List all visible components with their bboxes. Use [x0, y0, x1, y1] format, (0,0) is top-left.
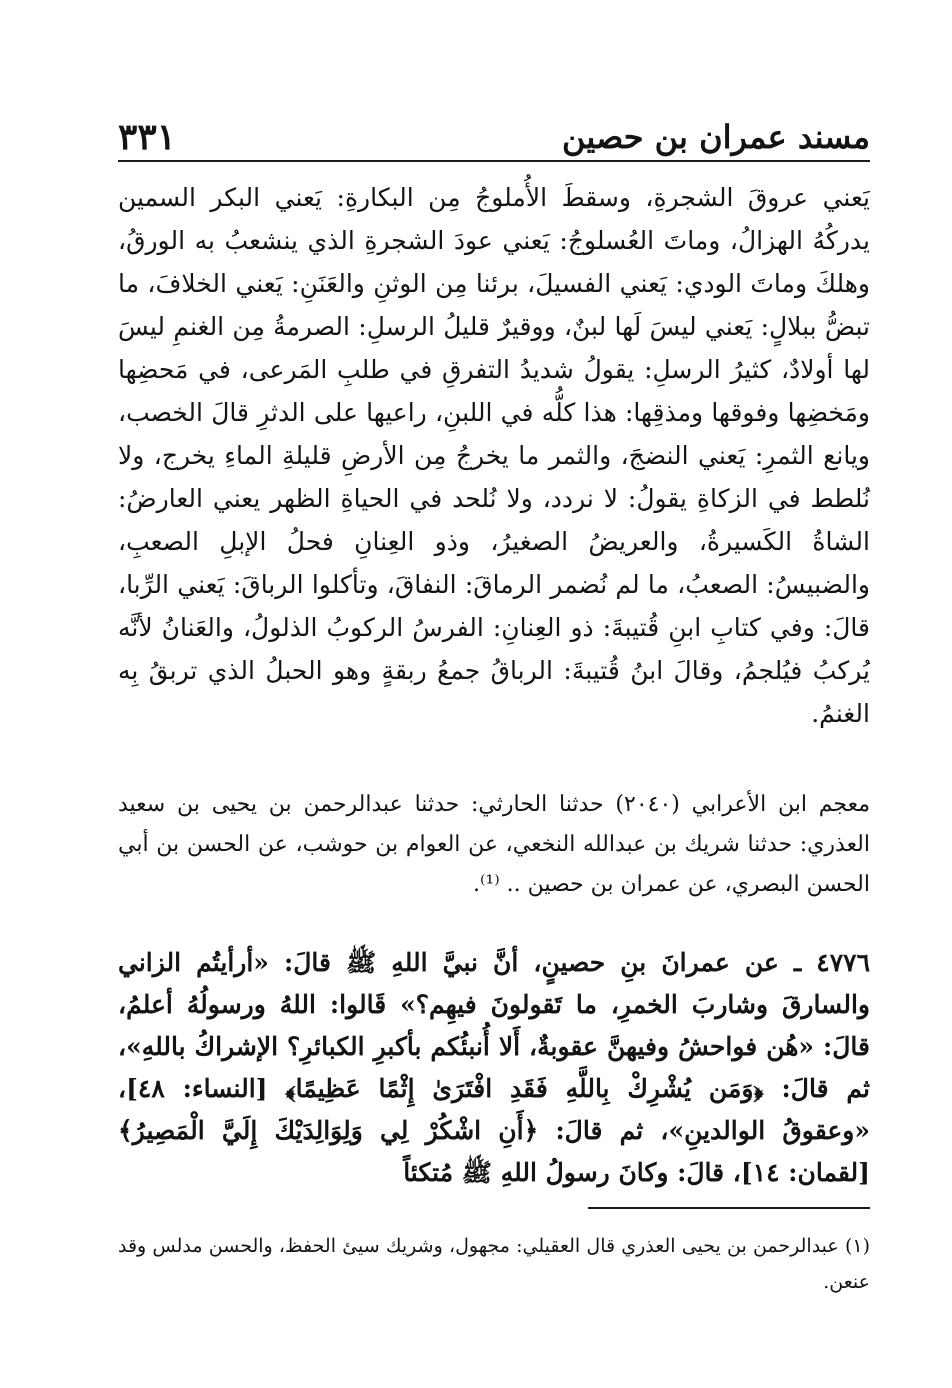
page-header	[118, 112, 870, 162]
body-paragraph-glossary: يَعني عروقَ الشجرةِ، وسقطَ الأُملوجُ مِن البكارةِ: يَعني البكر السمين يدركُهُ الهزالُ، وماتَ العُسلوجُ: يَعني عودَ الشجرةِ الذي ينشعبُ به الورقُ، وهلكَ وماتَ الودي: يَعني الفسيلَ، برئنا مِن الوثنِ والعَنَنِ: يَعني الخلافَ، ما تبضُّ ببلالٍ: يَعني ليسَ لَها لبنٌ، ووقيرٌ قليلُ الرسلِ: الصرمةُ مِن الغنمِ ليسَ لها أولادٌ، كثيرُ الرسلِ: يقولُ شديدُ التفرقِ في طلبِ المَرعى، في مَحضِها ومَخضِها وفوقها ومذقِها: هذا كلُّه في اللبنِ، راعيها على الدثرِ قالَ الخصب، ويانع الثمرِ: يَعني النضجَ، والثمر ما يخرجُ مِن الأرضِ قليلةِ الماءِ يخرج، ولا نُلطط في الزكاةِ يقولُ: لا نردد، ولا نُلحد في الحياةِ الظهر يعني العارضُ: الشاةُ الكَسيرةُ، والعريضُ الصغيرُ، وذو العِنانِ فحلُ الإبلِ الصعبِ، والضبيسُ: الصعبُ، ما لم نُضمر الرماقَ: النفاقَ، وتأكلوا الرباقَ: يَعني الرِّبا، قالَ: وفي كتابِ ابنِ قُتيبةَ: ذو العِنانِ: الفرسُ الركوبُ الذلولُ، والعَنانُ لأنَّه يُركبُ فيُلجمُ، وقالَ ابنُ قُتيبةَ: الرباقُ جمعُ ربقةٍ وهو الحبلُ الذي تربقُ بِه الغنمُ.	[118, 183, 870, 728]
body-paragraph-source: معجم ابن الأعرابي (٢٠٤٠) حدثنا الحارثي: حدثنا عبدالرحمن بن يحيى بن سعيد العذري: حدثنا شريك بن عبدالله النخعي، عن العوام بن حوشب، عن الحسن بن أبي الحسن البصري، عن عمران بن حصين .. ⁽¹⁾.	[118, 792, 870, 897]
page-number: ٣٣١	[118, 116, 177, 158]
hadith-paragraph-4776: ٤٧٧٦ ـ عن عمرانَ بنِ حصينٍ، أنَّ نبيَّ اللهِ ﷺ قالَ: «أرأيتُم الزاني والسارقَ وشاربَ الخمرِ، ما تَقولونَ فيهِم؟» قَالوا: اللهُ ورسولُهُ أعلمُ، قالَ: «هُن فواحشُ وفيهنَّ عقوبةٌ، أَلا أُنبئُكم بأكبرِ الكبائرِ؟ الإشراكُ باللهِ»، ثم قالَ: ﴿وَمَن يُشْرِكْ بِاللَّهِ فَقَدِ افْتَرَىٰ إِثْمًا عَظِيمًا﴾ [النساء: ٤٨]، «وعقوقُ الوالدينِ»، ثم قالَ: ﴿أَنِ اشْكُرْ لِي وَلِوَالِدَيْكَ إِلَيَّ الْمَصِيرُ﴾ [لقمان: ١٤]، قالَ: وكانَ رسولُ اللهِ ﷺ مُتكئاً	[118, 948, 870, 1187]
running-title: مسند عمران بن حصين	[561, 118, 870, 156]
footnote-divider	[588, 1207, 870, 1209]
footnote-1: (١) عبدالرحمن بن يحيى العذري قال العقيلي: مجهول، وشريك سيئ الحفظ، والحسن مدلس وقد عنعن.	[118, 1235, 870, 1293]
